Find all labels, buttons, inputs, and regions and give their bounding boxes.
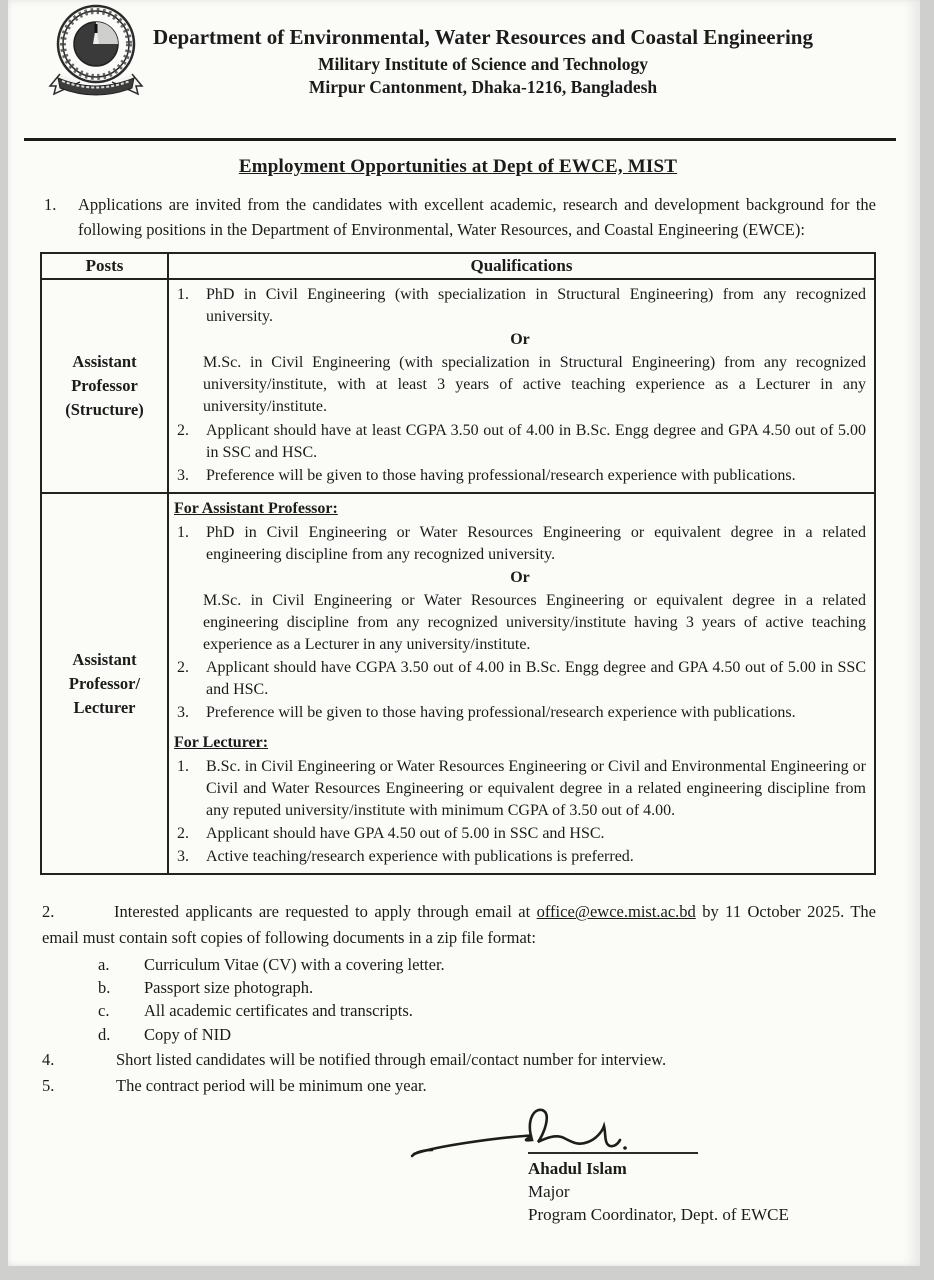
shortlist-paragraph — [42, 1048, 876, 1072]
qualification-cell — [168, 493, 875, 875]
qualification-item-text: Preference will be given to those having professional/research experience with publications. — [206, 704, 796, 722]
qualification-item-number: 2. — [177, 421, 189, 439]
qualification-item — [174, 657, 866, 701]
apply-text-after: by 11 October 2025. The email must contain soft copies of following documents in a zip file format: — [42, 902, 876, 947]
qualification-item — [174, 702, 866, 724]
or-separator: Or — [510, 331, 530, 349]
signatory-name: Ahadul Islam — [528, 1159, 627, 1179]
qualification-cell — [168, 279, 875, 493]
document-list-item — [98, 1023, 876, 1046]
list-item-text: Passport size photograph. — [144, 977, 314, 997]
post-cell: Assistant Professor (Structure) — [41, 279, 168, 493]
qualifications-table-body — [41, 279, 875, 874]
qualification-item-number: 3. — [177, 848, 189, 866]
document-list-item — [98, 976, 876, 999]
apply-paragraph — [42, 899, 876, 950]
qualification-item-text: PhD in Civil Engineering or Water Resources Engineering or equivalent degree in a related engineering discipline from any recognized university. — [206, 523, 866, 563]
item-number: 4. — [42, 1050, 55, 1070]
list-item-text: All academic certificates and transcripts. — [144, 1001, 413, 1021]
qualification-item-text: Applicant should have GPA 4.50 out of 5.00 in SSC and HSC. — [206, 825, 605, 843]
table-row — [41, 493, 875, 875]
qualification-item — [174, 846, 866, 868]
letterhead — [40, 0, 876, 128]
qualification-item — [174, 465, 866, 487]
qualification-alternative-text: M.Sc. in Civil Engineering or Water Resources Engineering or equivalent degree in a related engineering discipline from any recognized university/institute having 3 years of active teaching experience as a Lecturer in any university/institute. — [203, 591, 866, 653]
intro-paragraph — [44, 192, 876, 242]
document-title: Employment Opportunities at Dept of EWCE, MIST — [238, 156, 678, 177]
institute-name: Military Institute of Science and Technology — [317, 54, 649, 75]
qualification-item-number: 2. — [177, 658, 189, 676]
intro-text: Applications are invited from the candidates with excellent academic, research and development background for the following positions in the Department of Environmental, Water Resources, and Coastal Engineering (EWCE): — [78, 195, 876, 240]
table-header-row — [41, 253, 875, 279]
qualification-item-text: B.Sc. in Civil Engineering or Water Resources Engineering or Civil and Environmental Engineering or Civil and Water Resources Engineering or equivalent degree in a related engineering discipline from any reputed university/institute with minimum CGPA of 3.50 out of 4.00. — [206, 758, 866, 820]
list-item-letter: c. — [98, 1001, 110, 1021]
apply-text-before: Interested applicants are requested to apply through email at — [114, 902, 537, 922]
documents-list — [98, 953, 876, 1047]
qualification-item-text: Applicant should have at least CGPA 3.50 out of 4.00 in B.Sc. Engg degree and GPA 4.50 out of 5.00 in SSC and HSC. — [206, 421, 866, 461]
qualification-item-text: PhD in Civil Engineering (with specialization in Structural Engineering) from any recognized university. — [206, 286, 866, 326]
item-number: 1. — [44, 195, 57, 214]
qualification-item-text: Applicant should have CGPA 3.50 out of 4.00 in B.Sc. Engg degree and GPA 4.50 out of 5.00 in SSC and HSC. — [206, 658, 866, 699]
qualifications-table — [40, 252, 876, 875]
signatory-rank: Major — [528, 1181, 570, 1201]
signatory-title: Program Coordinator, Dept. of EWCE — [528, 1204, 789, 1224]
qualification-section-heading: For Assistant Professor: — [174, 499, 338, 517]
item-number: 2. — [42, 902, 55, 922]
qualification-item-number: 1. — [177, 523, 189, 541]
qualification-section-heading: For Lecturer: — [174, 734, 269, 752]
document-list-item — [98, 999, 876, 1022]
document-list-item — [98, 953, 876, 976]
shortlist-text: Short listed candidates will be notified through email/contact number for interview. — [116, 1050, 667, 1070]
list-item-text: Copy of NID — [144, 1024, 232, 1044]
email-address: office@ewce.mist.ac.bd — [536, 902, 696, 922]
document-page — [8, 0, 920, 1266]
qualification-item-number: 3. — [177, 466, 189, 484]
qualification-item-number: 1. — [177, 286, 189, 304]
qualification-item-number: 3. — [177, 704, 189, 722]
signature-line — [528, 1152, 698, 1154]
list-item-text: Curriculum Vitae (CV) with a covering letter. — [144, 954, 445, 974]
contract-text: The contract period will be minimum one year. — [116, 1076, 427, 1096]
institute-address: Mirpur Cantonment, Dhaka-1216, Bangladesh — [308, 77, 658, 97]
contract-paragraph — [42, 1074, 876, 1098]
qualification-item — [174, 756, 866, 822]
list-item-letter: a. — [98, 954, 110, 974]
qualification-alternative-text: M.Sc. in Civil Engineering (with specialization in Structural Engineering) from any recognized university/institute, with at least 3 years of active teaching experience as a Lecturer in any university/institute. — [203, 354, 866, 416]
column-header-qualifications: Qualifications — [168, 253, 875, 279]
table-row — [41, 279, 875, 493]
list-item-letter: d. — [98, 1024, 111, 1044]
signature-block — [476, 1104, 789, 1227]
header-divider — [24, 138, 896, 141]
qualification-item — [174, 284, 866, 328]
item-number: 5. — [42, 1076, 55, 1096]
list-item-letter: b. — [98, 977, 111, 997]
or-separator: Or — [510, 568, 530, 586]
qualification-item-number: 2. — [177, 825, 189, 843]
qualification-item — [174, 823, 866, 845]
qualification-item-number: 1. — [177, 758, 189, 775]
column-header-posts: Posts — [41, 253, 168, 279]
qualification-item-text: Active teaching/research experience with publications is preferred. — [206, 848, 634, 866]
post-cell: Assistant Professor/ Lecturer — [41, 493, 168, 875]
mist-logo — [40, 2, 152, 102]
qualification-item — [174, 420, 866, 464]
department-name: Department of Environmental, Water Resources and Coastal Engineering — [153, 25, 813, 49]
qualification-item — [174, 522, 866, 566]
qualification-item-text: Preference will be given to those having professional/research experience with publications. — [206, 466, 796, 484]
